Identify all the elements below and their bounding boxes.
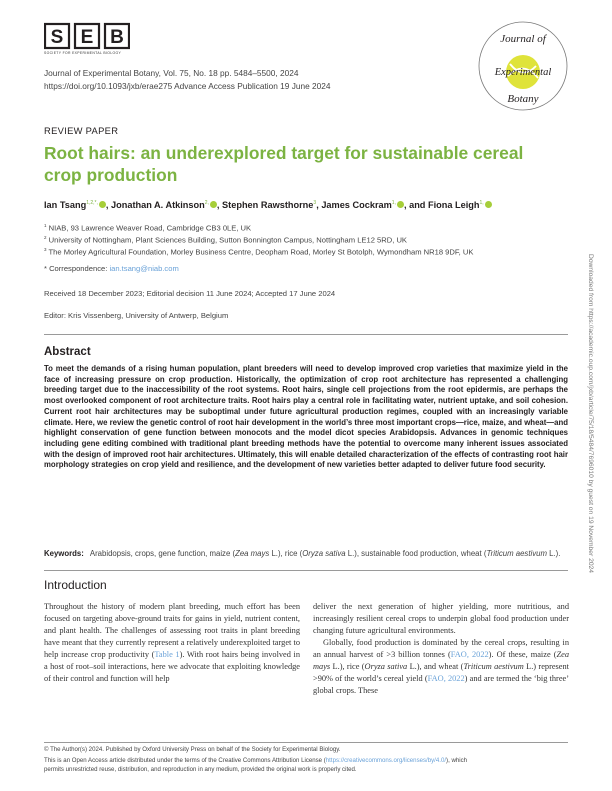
intro-column-right: deliver the next generation of higher yielding, more nutritious, and increasingly resilient cereal crops to underpin global food production under changing future agricultural environments. Globally, food production is dominated by the cereal crops, resulting in an annual harvest of >3 billion tonnes (FAO, 2022). Of these, maize (Zea mays L.), rice (Oryza sativa L.), and wheat (Triticum aestivum L.) represent >90% of the world’s cereal yield (FAO, 2022) and are termed the ‘big three’ global crops. These <box>313 602 569 695</box>
license-line: This is an Open Access article distributed under the terms of the Creative Commons Attribution License (https://creativecommons.org/licenses/by/4.0/), which <box>44 757 468 764</box>
author-sup: 2, <box>204 200 209 206</box>
citation-link[interactable]: FAO, 2022 <box>427 674 465 683</box>
divider <box>44 334 568 335</box>
orcid-icon[interactable] <box>99 201 106 208</box>
abstract-text: To meet the demands of a rising human population, plant breeders will need to develop improved crop varieties that maximize yield in the face of increasing pressure on crop production. Historically, the optimization of crop root architecture has represented a challenging breeding target due to the inaccessibility of the root systems. Root hairs, single cell projections from the root epidermis, are perhaps the most overlooked component of root architecture traits. Root hairs play a central role in facilitating water, nutrient uptake, and soil cohesion. Current root hair architectures may be suboptimal under future agricultural production regimes, coupled with an increasingly variable climate. Here, we review the genetic control of root hair development in the world’s three most important crops—rice, maize, and wheat—and highlight conservation of gene function between monocots and the model dicot species Arabidopsis. Advances in genomic techniques including gene editing combined with traditional plant breeding methods have the potential to overcome many inherent issues associated with the design of improved root hair architectures. Ultimately, this will enable detailed characterization of the effects of contrasting root hair morphology strategies on crop yield and resilience, and the development of new varieties better adapted to deliver future food security. <box>44 364 568 470</box>
seb-tagline: SOCIETY FOR EXPERIMENTAL BIOLOGY <box>44 51 122 55</box>
seb-logo <box>44 22 130 50</box>
author-name[interactable]: James Cockram <box>321 200 392 211</box>
keywords: Keywords: Arabidopsis, crops, gene function, maize (Zea mays L.), rice (Oryza sativa L.), sustainable food production, wheat (Triticum aestivum L.). <box>44 549 561 558</box>
intro-column-left: Throughout the history of modern plant breeding, much effort has been focused on targeting above-ground traits for gains in yield, nutrient content, and plant health. The challenges of assessing root traits in plant breeding have meant that they currently represent a relatively underexploited target to help increase crop productivity (Table 1). With root hairs being involved in a host of root–soil interactions, here we advocate that exploiting knowledge of their control and function will help <box>44 602 300 683</box>
author-sup: 3 <box>313 200 317 206</box>
license-link[interactable]: https://creativecommons.org/licenses/by/4.0/ <box>325 757 447 764</box>
correspondence: * Correspondence: ian.tsang@niab.com <box>44 264 179 273</box>
orcid-icon[interactable] <box>485 201 492 208</box>
editor-line: Editor: Kris Vissenberg, University of Antwerp, Belgium <box>44 311 229 320</box>
orcid-icon[interactable] <box>397 201 404 208</box>
affiliation: $^2$ University of Nottingham, Plant Sciences Building, Sutton Bonnington Campus, Nottingham LE12 5RD, UK <box>44 235 408 245</box>
author-list: Ian Tsang$^{1,2,*,}$ , Jonathan A. Atkinson$^{2,}$ , Stephen Rawsthorne$^3$, James Cockram$^{1,}$ , and Fiona Leigh$^{1,}$ <box>44 200 564 210</box>
author-name[interactable]: Jonathan A. Atkinson <box>111 200 205 211</box>
article-title: Root hairs: an underexplored target for sustainable cereal crop production <box>44 143 524 185</box>
author-name[interactable]: Fiona Leigh <box>427 200 480 211</box>
orcid-icon[interactable] <box>210 201 217 208</box>
svg-text:Journal of: Journal of <box>500 33 546 45</box>
copyright-line: © The Author(s) 2024. Published by Oxford University Press on behalf of the Society for Experimental Biology. <box>44 746 341 753</box>
table-1-link[interactable]: Table 1 <box>154 650 180 659</box>
svg-text:S: S <box>50 27 64 48</box>
author-sup: 1, <box>391 200 396 206</box>
affiliation: $^1$ NIAB, 93 Lawrence Weaver Road, Cambridge CB3 0LE, UK <box>44 223 252 233</box>
doi-line: https://doi.org/10.1093/jxb/erae275 Advance Access Publication 19 June 2024 <box>44 81 331 91</box>
license-line-2: permits unrestricted reuse, distribution, and reproduction in any medium, provided the original work is properly cited. <box>44 766 357 773</box>
section-label: REVIEW PAPER <box>44 125 119 136</box>
citation-link[interactable]: FAO, 2022 <box>450 650 489 659</box>
svg-text:Botany: Botany <box>507 93 539 105</box>
introduction-heading: Introduction <box>44 578 107 592</box>
author-name[interactable]: Stephen Rawsthorne <box>222 200 314 211</box>
author-name[interactable]: Ian Tsang <box>44 200 87 211</box>
author-sup: 1,2,*, <box>86 200 98 206</box>
svg-text:Experimental: Experimental <box>494 67 552 78</box>
journal-logo <box>477 20 569 112</box>
email-link[interactable]: ian.tsang@niab.com <box>109 264 179 273</box>
journal-citation: Journal of Experimental Botany, Vol. 75, No. 18 pp. 5484–5500, 2024 <box>44 68 299 78</box>
affiliation: $^3$ The Morley Agricultural Foundation, Morley Business Centre, Deopham Road, Morley St Botolph, Wymondham NR18 9DF, UK <box>44 247 474 257</box>
abstract-heading: Abstract <box>44 346 91 358</box>
received-dates: Received 18 December 2023; Editorial decision 11 June 2024; Accepted 17 June 2024 <box>44 289 336 298</box>
svg-text:E: E <box>80 27 94 48</box>
divider <box>44 570 568 571</box>
svg-text:B: B <box>110 27 124 48</box>
download-notice: Downloaded from https://academic.oup.com/jxb/article/75/18/5484/7696010 by guest on 19 November 2024 <box>586 253 594 573</box>
divider <box>44 742 568 743</box>
author-sup: 1, <box>479 200 484 206</box>
